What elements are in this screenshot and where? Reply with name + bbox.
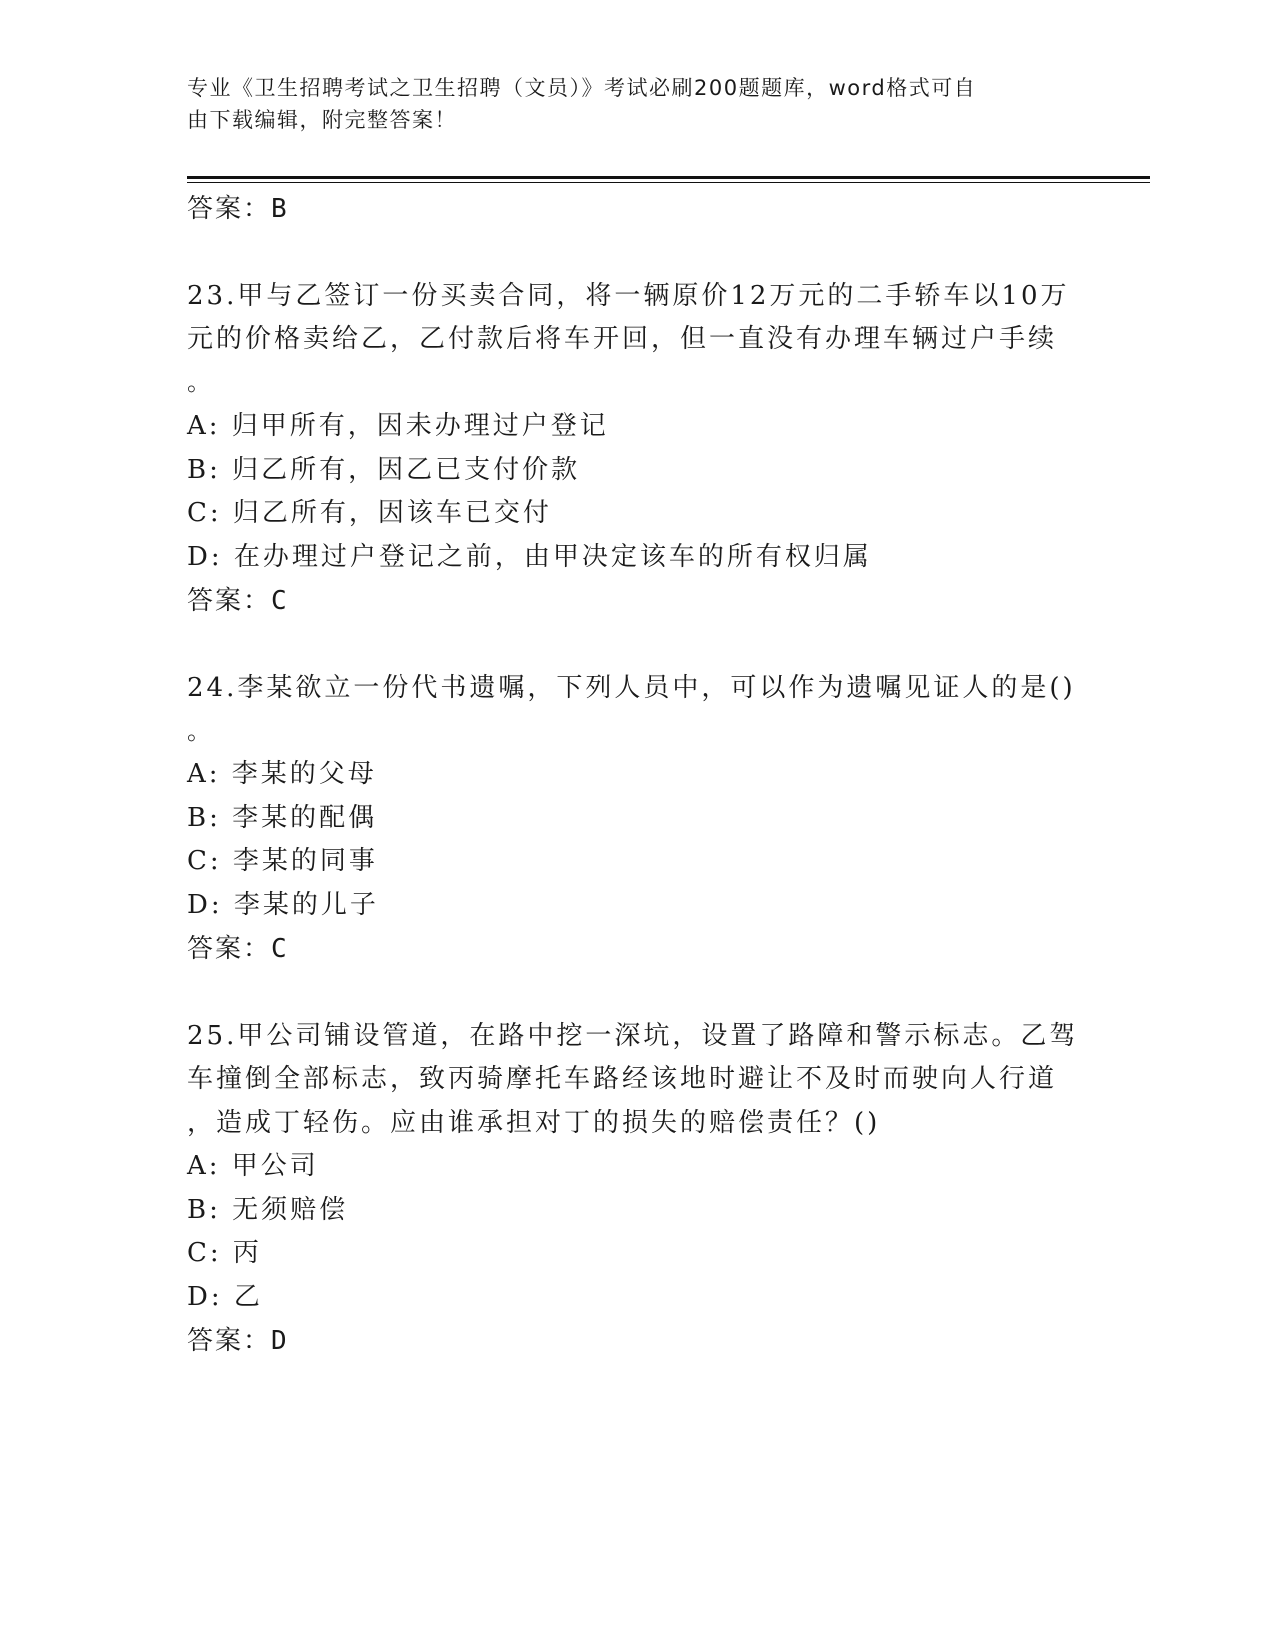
question-text-line: 车撞倒全部标志，致丙骑摩托车路经该地时避让不及时而驶向人行道 bbox=[187, 1064, 1058, 1094]
header-line-2: 由下载编辑，附完整答案！ bbox=[187, 108, 457, 132]
option-b: B: 无须赔偿 bbox=[187, 1195, 349, 1225]
option-c: C: 丙 bbox=[187, 1238, 262, 1268]
option-a: A: 甲公司 bbox=[187, 1151, 319, 1181]
question-text-line: 23.甲与乙签订一份买卖合同，将一辆原价12万元的二手轿车以10万 bbox=[187, 281, 1070, 311]
option-d: D: 在办理过户登记之前，由甲决定该车的所有权归属 bbox=[187, 542, 872, 572]
answer-value: B bbox=[271, 194, 289, 224]
question-text-line: 元的价格卖给乙，乙付款后将车开回，但一直没有办理车辆过户手续 bbox=[187, 324, 1058, 354]
option-b: B: 归乙所有，因乙已支付价款 bbox=[187, 455, 581, 485]
option-d: D: 李某的儿子 bbox=[187, 890, 379, 920]
question-text-line: 。 bbox=[187, 717, 211, 745]
question-text-line: 24.李某欲立一份代书遗嘱，下列人员中，可以作为遗嘱见证人的是() bbox=[187, 673, 1076, 703]
option-a: A: 李某的父母 bbox=[187, 759, 377, 789]
option-d: D: 乙 bbox=[187, 1282, 263, 1312]
question-answer bbox=[187, 580, 289, 617]
previous-answer bbox=[187, 188, 289, 225]
document-header bbox=[187, 72, 1067, 136]
answer-label: 答案： bbox=[187, 1326, 272, 1356]
header-divider-thin bbox=[187, 182, 1150, 183]
header-line-1: 专业《卫生招聘考试之卫生招聘（文员）》考试必刷200题题库，word格式可自 bbox=[187, 76, 977, 100]
question-answer bbox=[187, 928, 289, 965]
answer-label: 答案： bbox=[187, 934, 272, 964]
answer-value: C bbox=[271, 934, 289, 964]
answer-value: D bbox=[271, 1326, 289, 1356]
option-a: A: 归甲所有，因未办理过户登记 bbox=[187, 411, 609, 441]
option-b: B: 李某的配偶 bbox=[187, 803, 378, 833]
question-text-line: 。 bbox=[187, 368, 211, 396]
question-text-line: 25.甲公司铺设管道，在路中挖一深坑，设置了路障和警示标志。乙驾 bbox=[187, 1021, 1079, 1051]
answer-label: 答案： bbox=[187, 586, 272, 616]
question-text-line: ，造成丁轻伤。应由谁承担对丁的损失的赔偿责任？() bbox=[187, 1108, 881, 1138]
answer-label: 答案： bbox=[187, 194, 272, 224]
option-c: C: 李某的同事 bbox=[187, 846, 378, 876]
answer-value: C bbox=[271, 586, 289, 616]
header-divider-thick bbox=[187, 176, 1150, 179]
question-answer bbox=[187, 1320, 289, 1357]
option-c: C: 归乙所有，因该车已交付 bbox=[187, 498, 552, 528]
